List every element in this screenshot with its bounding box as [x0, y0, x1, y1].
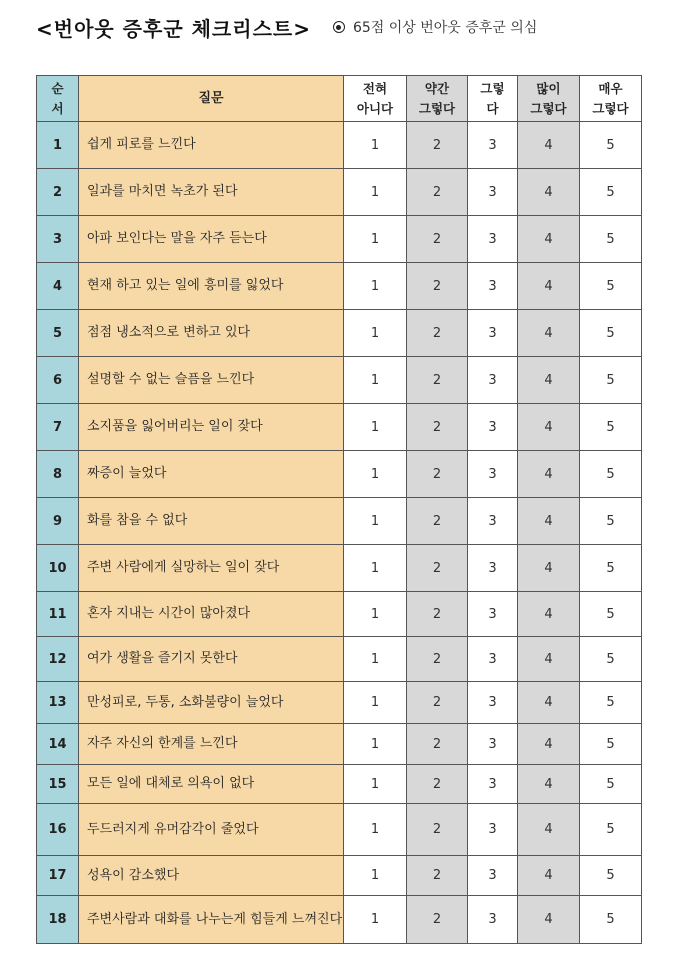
row-number: 1 — [37, 122, 79, 169]
score-option-5[interactable]: 5 — [580, 451, 642, 498]
score-option-3[interactable]: 3 — [468, 724, 518, 765]
score-option-1[interactable]: 1 — [344, 357, 407, 404]
table-row — [37, 498, 642, 545]
score-option-2[interactable]: 2 — [407, 216, 468, 263]
score-option-3[interactable]: 3 — [468, 216, 518, 263]
table-row — [37, 216, 642, 263]
score-option-4[interactable]: 4 — [518, 545, 580, 592]
score-option-3[interactable]: 3 — [468, 357, 518, 404]
score-option-1[interactable]: 1 — [344, 498, 407, 545]
score-option-4[interactable]: 4 — [518, 357, 580, 404]
row-number: 6 — [37, 357, 79, 404]
score-option-4[interactable]: 4 — [518, 122, 580, 169]
page-title: <번아웃 증후군 체크리스트> — [36, 16, 311, 41]
question-cell — [79, 216, 344, 263]
score-option-4[interactable]: 4 — [518, 896, 580, 944]
score-option-3[interactable]: 3 — [468, 498, 518, 545]
header-option-4: 많이 그렇다 — [518, 76, 580, 122]
score-option-3[interactable]: 3 — [468, 896, 518, 944]
score-option-4[interactable]: 4 — [518, 451, 580, 498]
question-cell — [79, 682, 344, 724]
score-option-4[interactable]: 4 — [518, 765, 580, 804]
score-option-2[interactable]: 2 — [407, 804, 468, 856]
score-option-2[interactable]: 2 — [407, 592, 468, 637]
row-number: 17 — [37, 856, 79, 896]
score-option-5[interactable]: 5 — [580, 856, 642, 896]
score-option-5[interactable]: 5 — [580, 637, 642, 682]
question-text: 성욕이 감소했다 — [87, 867, 180, 883]
table-row — [37, 804, 642, 856]
score-option-4[interactable]: 4 — [518, 637, 580, 682]
score-option-4[interactable]: 4 — [518, 804, 580, 856]
question-cell — [79, 637, 344, 682]
header-option-5: 매우 그렇다 — [580, 76, 642, 122]
question-cell — [79, 498, 344, 545]
row-number: 18 — [37, 896, 79, 944]
score-option-5[interactable]: 5 — [580, 545, 642, 592]
score-option-1[interactable]: 1 — [344, 216, 407, 263]
row-number: 16 — [37, 804, 79, 856]
score-option-1[interactable]: 1 — [344, 592, 407, 637]
score-option-2[interactable]: 2 — [407, 310, 468, 357]
header-row — [37, 76, 642, 122]
row-number: 9 — [37, 498, 79, 545]
question-text: 여가 생활을 즐기지 못한다 — [87, 651, 238, 666]
score-option-3[interactable]: 3 — [468, 592, 518, 637]
score-option-5[interactable]: 5 — [580, 404, 642, 451]
question-text: 아파 보인다는 말을 자주 듣는다 — [87, 231, 267, 246]
score-option-3[interactable]: 3 — [468, 856, 518, 896]
table-row — [37, 263, 642, 310]
score-option-1[interactable]: 1 — [344, 451, 407, 498]
score-option-3[interactable]: 3 — [468, 545, 518, 592]
score-option-4[interactable]: 4 — [518, 498, 580, 545]
score-option-3[interactable]: 3 — [468, 637, 518, 682]
question-cell — [79, 856, 344, 896]
row-number: 15 — [37, 765, 79, 804]
score-option-3[interactable]: 3 — [468, 682, 518, 724]
header-option-1: 전혀 아니다 — [344, 76, 407, 122]
score-option-2[interactable]: 2 — [407, 263, 468, 310]
score-option-5[interactable]: 5 — [580, 682, 642, 724]
header-option-2: 약간 그렇다 — [407, 76, 468, 122]
question-text: 쉽게 피로를 느낀다 — [87, 137, 196, 152]
score-option-4[interactable]: 4 — [518, 856, 580, 896]
table-row — [37, 765, 642, 804]
question-text: 설명할 수 없는 슬픔을 느낀다 — [87, 372, 255, 387]
row-number: 14 — [37, 724, 79, 765]
score-option-5[interactable]: 5 — [580, 357, 642, 404]
table-row — [37, 169, 642, 216]
page-header — [36, 12, 537, 42]
question-text: 자주 자신의 한계를 느낀다 — [87, 736, 238, 751]
row-number: 8 — [37, 451, 79, 498]
score-option-5[interactable]: 5 — [580, 263, 642, 310]
score-option-2[interactable]: 2 — [407, 856, 468, 896]
question-cell — [79, 310, 344, 357]
question-cell — [79, 896, 344, 944]
score-option-2[interactable]: 2 — [407, 724, 468, 765]
table-row — [37, 682, 642, 724]
row-number: 11 — [37, 592, 79, 637]
question-text: 주변사람과 대화를 나누는게 힘들게 느껴진다 — [87, 911, 343, 927]
table-row — [37, 122, 642, 169]
question-cell — [79, 545, 344, 592]
question-text: 혼자 지내는 시간이 많아졌다 — [87, 606, 251, 621]
score-option-2[interactable]: 2 — [407, 682, 468, 724]
question-cell — [79, 765, 344, 804]
header-no: 순서 — [37, 76, 79, 122]
table-row — [37, 592, 642, 637]
score-option-5[interactable]: 5 — [580, 169, 642, 216]
score-option-1[interactable]: 1 — [344, 724, 407, 765]
score-option-2[interactable]: 2 — [407, 404, 468, 451]
score-option-3[interactable]: 3 — [468, 451, 518, 498]
question-text: 모든 일에 대체로 의욕이 없다 — [87, 776, 255, 791]
table-row — [37, 724, 642, 765]
score-option-3[interactable]: 3 — [468, 263, 518, 310]
score-option-5[interactable]: 5 — [580, 896, 642, 944]
table-row — [37, 545, 642, 592]
question-text: 만성피로, 두통, 소화불량이 늘었다 — [87, 694, 284, 710]
question-cell — [79, 404, 344, 451]
question-cell — [79, 263, 344, 310]
score-option-4[interactable]: 4 — [518, 682, 580, 724]
row-number: 13 — [37, 682, 79, 724]
row-number: 4 — [37, 263, 79, 310]
score-option-3[interactable]: 3 — [468, 404, 518, 451]
score-option-4[interactable]: 4 — [518, 592, 580, 637]
score-option-1[interactable]: 1 — [344, 765, 407, 804]
score-option-3[interactable]: 3 — [468, 310, 518, 357]
score-option-4[interactable]: 4 — [518, 724, 580, 765]
row-number: 12 — [37, 637, 79, 682]
question-text: 두드러지게 유머감각이 줄었다 — [87, 821, 259, 837]
table-row — [37, 451, 642, 498]
score-option-4[interactable]: 4 — [518, 169, 580, 216]
score-option-1[interactable]: 1 — [344, 122, 407, 169]
question-text: 주변 사람에게 실망하는 일이 잦다 — [87, 560, 280, 575]
score-option-2[interactable]: 2 — [407, 896, 468, 944]
table-row — [37, 310, 642, 357]
score-option-3[interactable]: 3 — [468, 765, 518, 804]
question-cell — [79, 451, 344, 498]
score-option-2[interactable]: 2 — [407, 498, 468, 545]
question-cell — [79, 122, 344, 169]
question-text: 짜증이 늘었다 — [87, 466, 167, 481]
score-option-5[interactable]: 5 — [580, 498, 642, 545]
row-number: 3 — [37, 216, 79, 263]
row-number: 2 — [37, 169, 79, 216]
score-option-1[interactable]: 1 — [344, 545, 407, 592]
score-note — [333, 17, 537, 37]
score-option-2[interactable]: 2 — [407, 122, 468, 169]
table-row — [37, 896, 642, 944]
question-cell — [79, 592, 344, 637]
question-cell — [79, 724, 344, 765]
table-row — [37, 404, 642, 451]
score-option-1[interactable]: 1 — [344, 896, 407, 944]
row-number: 5 — [37, 310, 79, 357]
score-option-5[interactable]: 5 — [580, 122, 642, 169]
score-option-4[interactable]: 4 — [518, 263, 580, 310]
score-option-1[interactable]: 1 — [344, 856, 407, 896]
score-option-1[interactable]: 1 — [344, 169, 407, 216]
score-option-4[interactable]: 4 — [518, 310, 580, 357]
score-option-1[interactable]: 1 — [344, 404, 407, 451]
score-option-4[interactable]: 4 — [518, 216, 580, 263]
checklist-table — [36, 75, 642, 944]
score-option-5[interactable]: 5 — [580, 310, 642, 357]
score-option-2[interactable]: 2 — [407, 357, 468, 404]
score-option-1[interactable]: 1 — [344, 637, 407, 682]
score-option-1[interactable]: 1 — [344, 682, 407, 724]
score-note-text: 65점 이상 번아웃 증후군 의심 — [352, 20, 538, 36]
row-number: 7 — [37, 404, 79, 451]
score-option-5[interactable]: 5 — [580, 216, 642, 263]
table-row — [37, 357, 642, 404]
score-option-2[interactable]: 2 — [407, 451, 468, 498]
score-option-2[interactable]: 2 — [407, 637, 468, 682]
row-number: 10 — [37, 545, 79, 592]
question-cell — [79, 804, 344, 856]
question-cell — [79, 169, 344, 216]
table-row — [37, 856, 642, 896]
score-option-5[interactable]: 5 — [580, 804, 642, 856]
score-option-5[interactable]: 5 — [580, 724, 642, 765]
score-option-5[interactable]: 5 — [580, 592, 642, 637]
question-text: 화를 참을 수 없다 — [87, 513, 188, 528]
header-option-3: 그렇다 — [468, 76, 518, 122]
question-text: 소지품을 잃어버리는 일이 잦다 — [87, 419, 263, 434]
radio-bullet-icon — [333, 21, 345, 33]
score-option-2[interactable]: 2 — [407, 169, 468, 216]
score-option-2[interactable]: 2 — [407, 765, 468, 804]
question-cell — [79, 357, 344, 404]
score-option-1[interactable]: 1 — [344, 310, 407, 357]
score-option-2[interactable]: 2 — [407, 545, 468, 592]
score-option-3[interactable]: 3 — [468, 804, 518, 856]
score-option-1[interactable]: 1 — [344, 804, 407, 856]
question-text: 일과를 마치면 녹초가 된다 — [87, 184, 238, 199]
question-text: 현재 하고 있는 일에 흥미를 잃었다 — [87, 278, 284, 293]
score-option-3[interactable]: 3 — [468, 122, 518, 169]
score-option-3[interactable]: 3 — [468, 169, 518, 216]
score-option-1[interactable]: 1 — [344, 263, 407, 310]
question-text: 점점 냉소적으로 변하고 있다 — [87, 325, 251, 340]
table-row — [37, 637, 642, 682]
header-question: 질문 — [79, 76, 344, 122]
score-option-4[interactable]: 4 — [518, 404, 580, 451]
score-option-5[interactable]: 5 — [580, 765, 642, 804]
